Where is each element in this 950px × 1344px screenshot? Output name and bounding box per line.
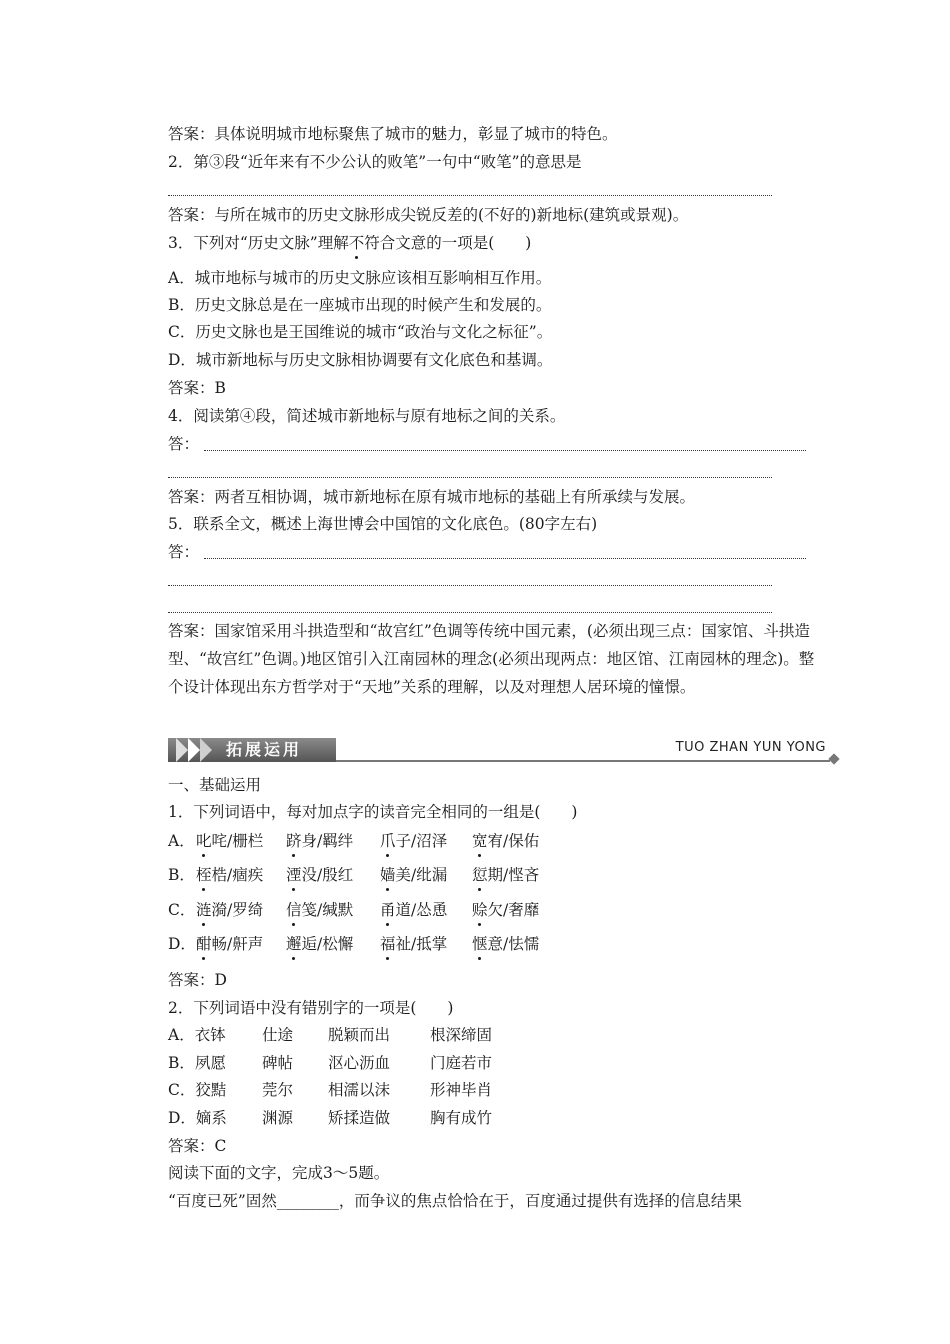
word-pair: [196, 934, 263, 954]
q5-question: 5．联系全文，概述上海世博会中国馆的文化底色。(80字左右): [168, 515, 598, 533]
option-word: B．夙愿: [168, 1054, 226, 1072]
word-rest: /羁绊: [317, 832, 354, 850]
word-pair: [380, 831, 447, 851]
answer-blank-line: [168, 477, 772, 478]
q2-answer: 答案：与所在城市的历史文脉形成尖锐反差的(不好的)新地标(建筑或景观)。: [168, 206, 689, 224]
plain-char: 子: [395, 832, 412, 850]
option-word: 根深缔固: [430, 1026, 493, 1044]
plain-char: 身: [301, 832, 318, 850]
option-word: 矫揉造做: [328, 1109, 391, 1127]
word-rest: /抵掌: [411, 935, 448, 953]
word-rest: /奢靡: [503, 901, 540, 919]
emphasized-char: 涟: [196, 901, 212, 919]
answer-blank-line: [204, 450, 806, 451]
banner-label-bg: [168, 738, 336, 762]
word-rest: /栅栏: [227, 832, 264, 850]
option-word: 形神毕肖: [430, 1081, 493, 1099]
reading-intro: 阅读下面的文字，完成3～5题。: [168, 1164, 390, 1182]
word-pair: [286, 865, 353, 885]
emphasized-char: 赊: [472, 901, 488, 919]
emphasized-char: 叱: [196, 832, 212, 850]
emphasized-char: 嫱: [380, 866, 396, 884]
emphasized-char: 跻: [286, 832, 302, 850]
emphasized-char: 湮: [286, 866, 302, 884]
b2-answer: 答案：C: [168, 1137, 227, 1155]
answer-blank-line: [168, 195, 772, 196]
word-pair: [380, 865, 447, 885]
emphasized-char: 酣: [196, 935, 212, 953]
answer-blank-line: [204, 558, 806, 559]
plain-char: 畅: [211, 935, 228, 953]
emphasized-char: 惬: [472, 935, 488, 953]
passage-first-line: “百度已死”固然________，而争议的焦点恰恰在于，百度通过提供有选择的信息结果: [168, 1192, 742, 1210]
plain-char: 逅: [301, 935, 318, 953]
word-pair: [286, 831, 353, 851]
word-pair: [472, 934, 539, 954]
word-pair: [196, 900, 263, 920]
word-rest: /悭吝: [503, 866, 540, 884]
plain-char: 欠: [487, 901, 504, 919]
banner-pinyin: TUO ZHAN YUN YONG: [675, 740, 826, 755]
option-word: 相濡以沫: [328, 1081, 391, 1099]
chevron-icon: [176, 738, 188, 762]
plain-char: 宥: [487, 832, 504, 850]
emphasized-char: 信: [286, 901, 302, 919]
emphasized-char: 桎: [196, 866, 212, 884]
b2-question: 2．下列词语中没有错别字的一项是( ): [168, 999, 454, 1017]
section-title: 一、基础运用: [168, 776, 262, 794]
plain-char: 咤: [211, 832, 228, 850]
word-pair: [286, 900, 353, 920]
option-word: 渊源: [262, 1109, 294, 1127]
q4-answer: 答案：两者互相协调，城市新地标在原有城市地标的基础上有所承续与发展。: [168, 488, 696, 506]
word-rest: /松懈: [317, 935, 354, 953]
word-pair: [380, 934, 447, 954]
q3-option-b: B．历史文脉总是在一座城市出现的时候产生和发展的。: [168, 296, 552, 314]
word-rest: /怯懦: [503, 935, 540, 953]
q3-question-post: 符合文意的一项是( ): [364, 234, 532, 252]
plain-char: 意: [487, 935, 504, 953]
plain-char: 梏: [211, 866, 228, 884]
option-word: 仕途: [262, 1026, 294, 1044]
option-word: D．嫡系: [168, 1109, 227, 1127]
plain-char: 漪: [211, 901, 228, 919]
word-pair: [472, 900, 539, 920]
option-word: 莞尔: [262, 1081, 294, 1099]
q3-option-c: C．历史文脉也是王国维说的城市“政治与文化之标征”。: [168, 323, 553, 341]
q5-answer-prefix: 答：: [168, 543, 200, 561]
word-rest: /保佑: [503, 832, 540, 850]
chevron-icon: [188, 738, 200, 762]
plain-char: 期: [487, 866, 504, 884]
b1-question: 1．下列词语中，每对加点字的读音完全相同的一组是( ): [168, 803, 578, 821]
word-pair: [380, 900, 447, 920]
emphasized-char: 邂: [286, 935, 302, 953]
word-rest: /痼疾: [227, 866, 264, 884]
q3-question: [168, 233, 531, 253]
section-banner: [168, 736, 840, 764]
option-word: 门庭若市: [430, 1054, 493, 1072]
word-pair: [472, 865, 539, 885]
word-rest: /沼泽: [411, 832, 448, 850]
plain-char: 道: [395, 901, 412, 919]
plain-char: 祉: [395, 935, 412, 953]
banner-label: 拓展运用: [226, 740, 303, 759]
word-pair: [196, 865, 263, 885]
emphasized-char: 愆: [472, 866, 488, 884]
word-pair: [286, 934, 353, 954]
word-pair: [472, 831, 539, 851]
q5-answer: 答案：国家馆采用斗拱造型和“故宫红”色调等传统中国元素，(必须出现三点：国家馆、斗拱造型、“故宫红”色调。)地区馆引入江南园林的理念(必须出现两点：地区馆、江南园林的理念)。整个设计体现出东方哲学对于“天地”关系的理解，以及对理想人居环境的憧憬。: [168, 622, 815, 696]
word-rest: /怂恿: [411, 901, 448, 919]
q3-emphasis-char: 不: [348, 234, 365, 252]
banner-divider: [336, 760, 830, 762]
option-letter: C．: [168, 901, 196, 919]
q2-question: 2．第③段“近年来有不少公认的败笔”一句中“败笔”的意思是: [168, 153, 582, 171]
diamond-icon: [828, 753, 839, 764]
emphasized-char: 福: [380, 935, 396, 953]
b1-answer: 答案：D: [168, 971, 227, 989]
option-word: C．狡黠: [168, 1081, 227, 1099]
option-word: 脱颖而出: [328, 1026, 391, 1044]
q4-question: 4．阅读第④段，简述城市新地标与原有地标之间的关系。: [168, 407, 566, 425]
chevron-icon: [200, 738, 212, 762]
option-letter: A．: [168, 832, 195, 850]
option-letter: B．: [168, 866, 195, 884]
word-pair: [196, 831, 263, 851]
word-rest: /纰漏: [411, 866, 448, 884]
answer-blank-line: [168, 585, 772, 586]
plain-char: 美: [395, 866, 412, 884]
q3-option-a: A．城市地标与城市的历史文脉应该相互影响相互作用。: [168, 269, 552, 287]
option-word: 碑帖: [262, 1054, 294, 1072]
q3-answer: 答案：B: [168, 379, 226, 397]
answer-blank-line: [168, 612, 772, 613]
q1-answer: 答案：具体说明城市地标聚焦了城市的魅力，彰显了城市的特色。: [168, 125, 618, 143]
option-letter: D．: [168, 935, 196, 953]
word-rest: /缄默: [317, 901, 354, 919]
word-rest: /殷红: [317, 866, 354, 884]
option-word: 胸有成竹: [430, 1109, 493, 1127]
option-word: 沤心沥血: [328, 1054, 391, 1072]
plain-char: 笺: [301, 901, 318, 919]
emphasized-char: 宽: [472, 832, 488, 850]
q3-question-pre: 3．下列对“历史文脉”理解: [168, 234, 349, 252]
word-rest: /鼾声: [227, 935, 264, 953]
word-rest: /罗绮: [227, 901, 264, 919]
plain-char: 没: [301, 866, 318, 884]
q4-answer-prefix: 答：: [168, 435, 200, 453]
emphasized-char: 爪: [380, 832, 396, 850]
option-word: A．衣钵: [168, 1026, 226, 1044]
q3-option-d: D．城市新地标与历史文脉相协调要有文化底色和基调。: [168, 351, 553, 369]
emphasized-char: 甬: [380, 901, 396, 919]
